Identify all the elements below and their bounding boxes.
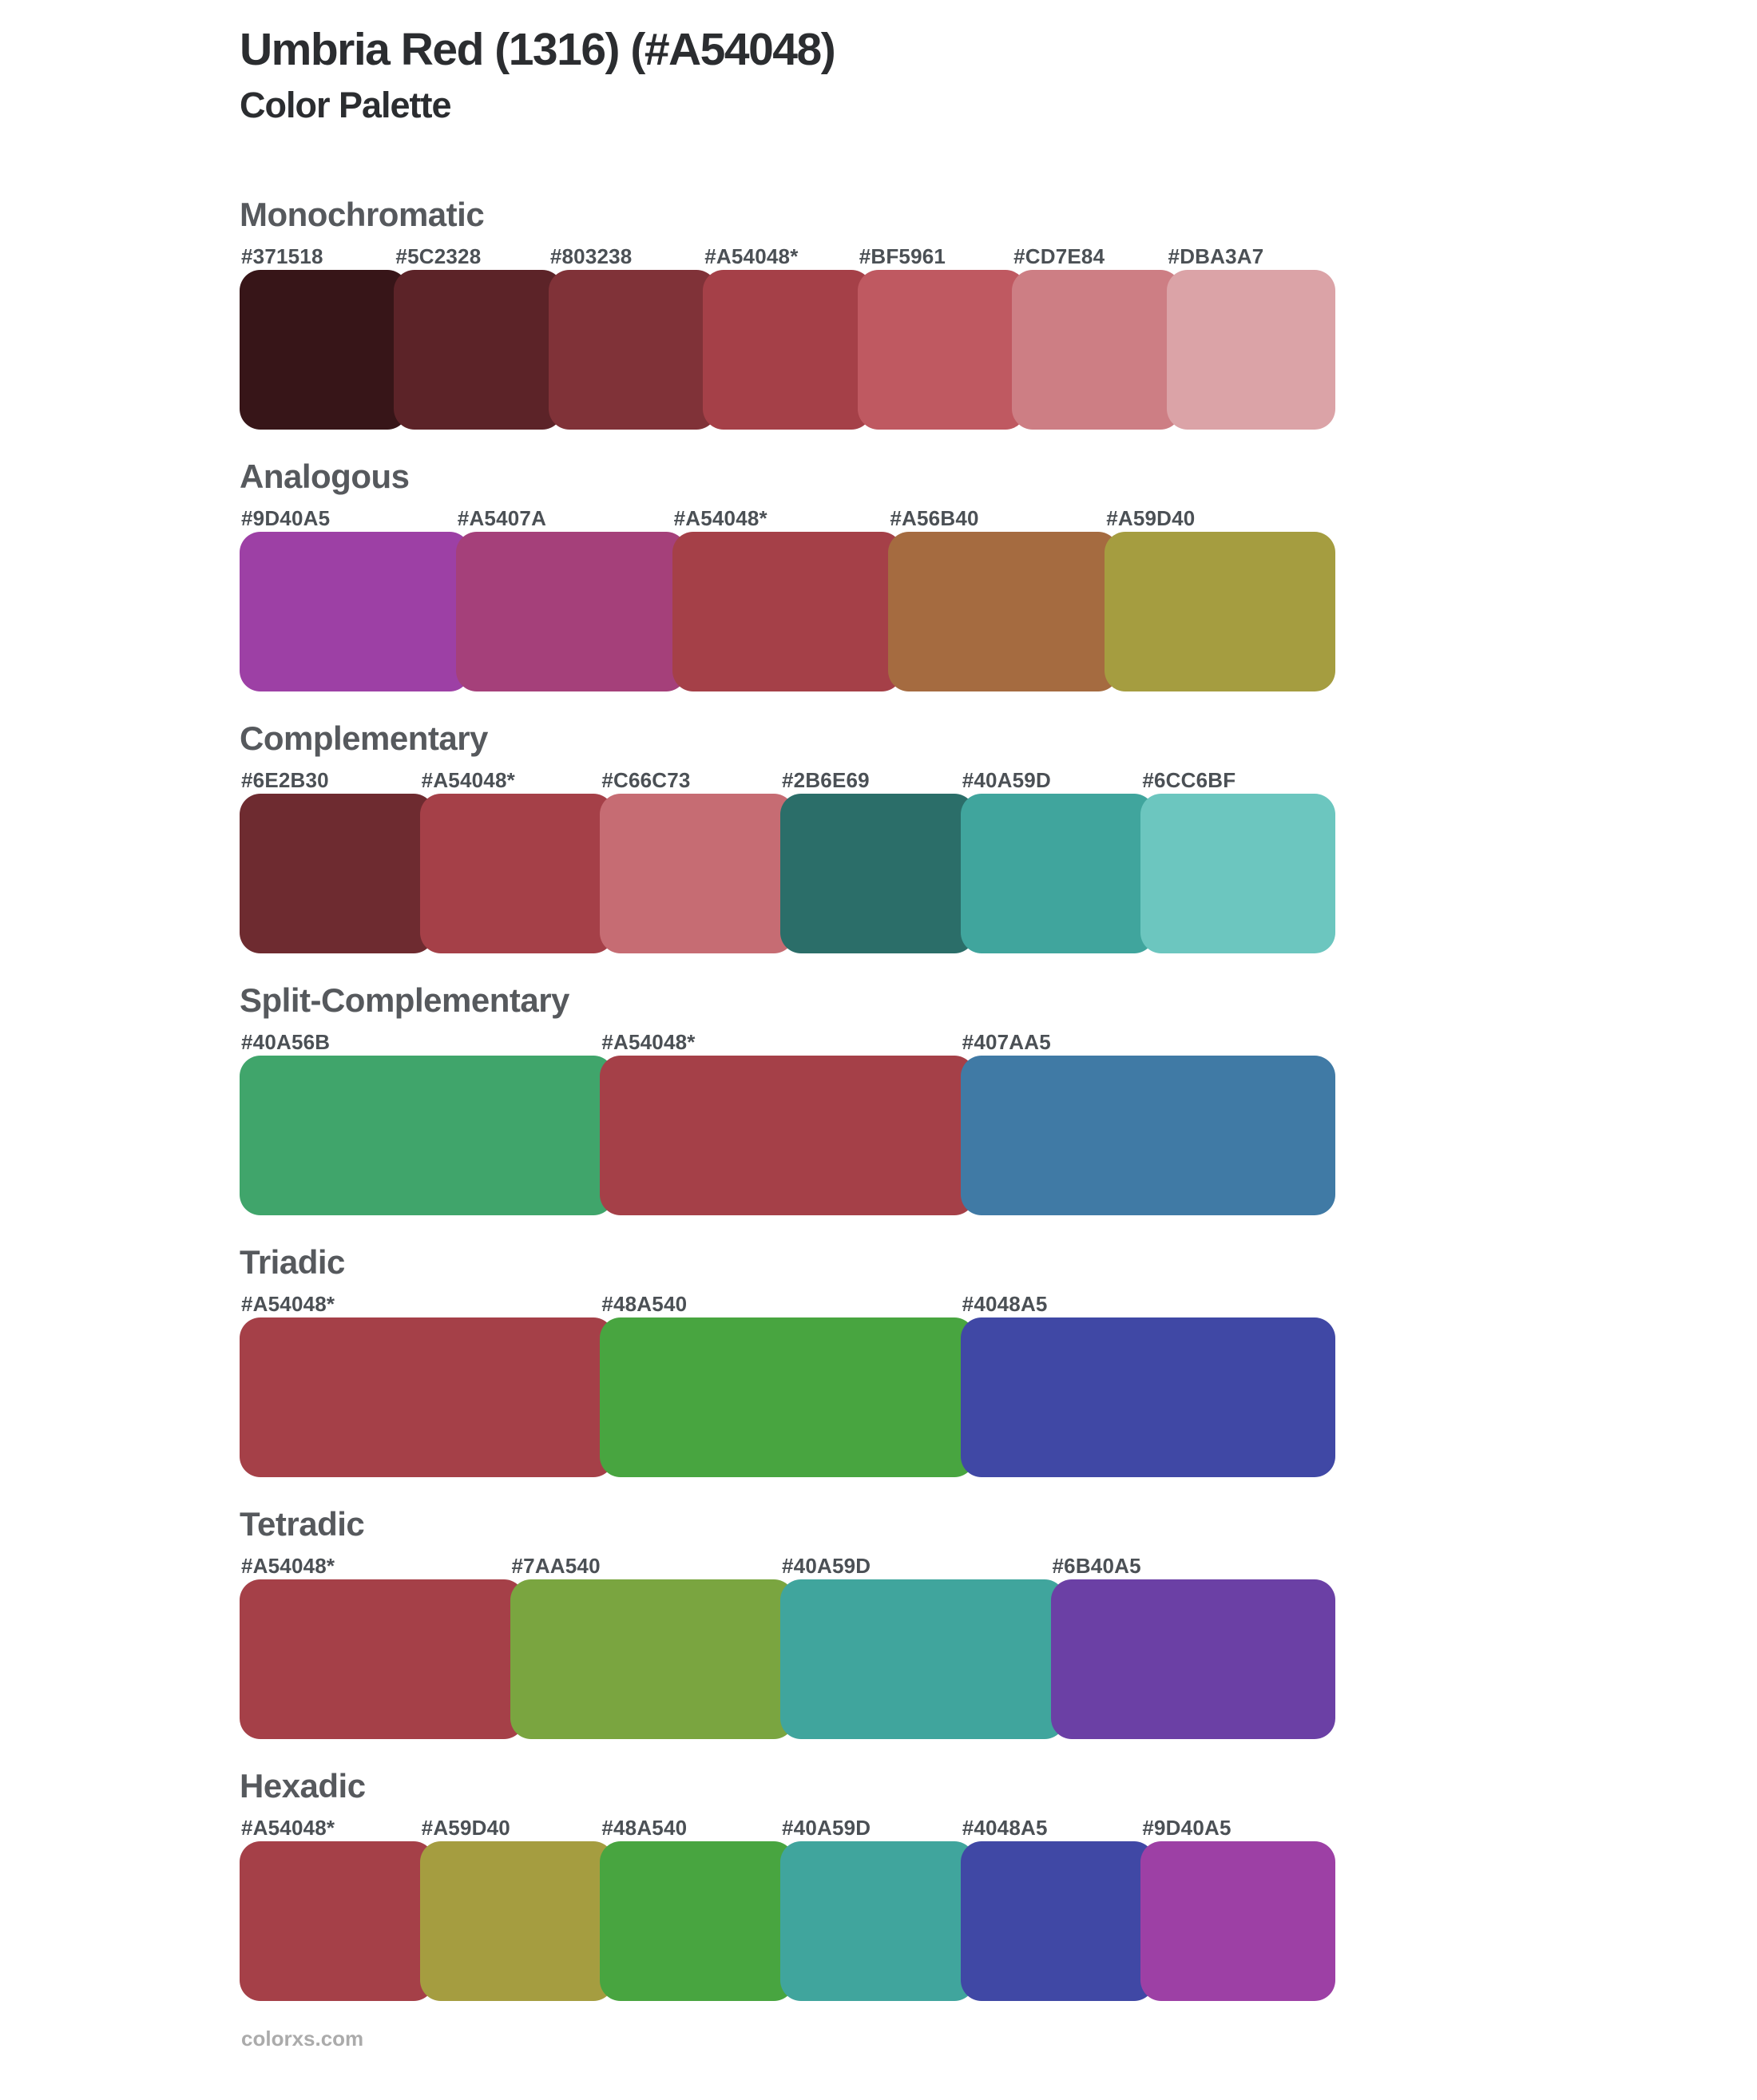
swatch-column	[1051, 1554, 1336, 1739]
swatch-hex-label: #2B6E69	[782, 768, 870, 792]
section-title: Analogous	[240, 458, 410, 495]
swatch-column	[420, 1816, 615, 2001]
swatch-hex-label: #6CC6BF	[1142, 768, 1236, 792]
swatch-column	[549, 244, 717, 430]
swatch-row	[240, 1554, 1335, 1739]
color-swatch-40a59d[interactable]	[780, 1841, 975, 2001]
swatch-hex-label: #A54048*	[704, 244, 799, 268]
color-swatch-371518[interactable]	[240, 270, 408, 430]
palette-sections	[240, 195, 1335, 2001]
swatch-hex-label: #DBA3A7	[1168, 244, 1264, 268]
color-swatch-a54048[interactable]	[240, 1317, 614, 1477]
swatch-hex-label: #371518	[241, 244, 323, 268]
swatch-column	[1012, 244, 1180, 430]
swatch-hex-label: #A54048*	[241, 1554, 335, 1578]
color-swatch-cd7e84[interactable]	[1012, 270, 1180, 430]
swatch-hex-label: #A54048*	[673, 506, 767, 530]
swatch-column	[672, 506, 903, 691]
swatch-column	[240, 768, 434, 953]
section-title: Hexadic	[240, 1767, 366, 1805]
swatch-hex-label: #9D40A5	[1142, 1816, 1231, 1840]
color-swatch-a59d40[interactable]	[420, 1841, 615, 2001]
swatch-hex-label: #6B40A5	[1052, 1554, 1141, 1578]
color-swatch-a59d40[interactable]	[1105, 532, 1335, 691]
color-swatch-a5407a[interactable]	[456, 532, 687, 691]
swatch-hex-label: #6E2B30	[241, 768, 329, 792]
color-swatch-a54048[interactable]	[420, 794, 615, 953]
palette-section-hexadic	[240, 1766, 1335, 2001]
swatch-hex-label: #A54048*	[601, 1030, 696, 1054]
swatch-column	[240, 1292, 614, 1477]
swatch-column	[780, 1816, 975, 2001]
color-swatch-6b40a5[interactable]	[1051, 1579, 1336, 1739]
swatch-column	[888, 506, 1119, 691]
swatch-column	[1105, 506, 1335, 691]
color-swatch-48a540[interactable]	[600, 1841, 795, 2001]
swatch-column	[961, 768, 1156, 953]
swatch-hex-label: #A54048*	[241, 1816, 335, 1840]
swatch-column	[420, 768, 615, 953]
swatch-hex-label: #A56B40	[890, 506, 979, 530]
section-title: Split-Complementary	[240, 981, 569, 1019]
color-swatch-48a540[interactable]	[600, 1317, 974, 1477]
swatch-hex-label: #CD7E84	[1013, 244, 1105, 268]
color-swatch-a54048[interactable]	[240, 1579, 525, 1739]
color-swatch-a54048[interactable]	[703, 270, 871, 430]
palette-section-analogous	[240, 457, 1335, 691]
swatch-hex-label: #A54048*	[421, 768, 515, 792]
swatch-column	[600, 1292, 974, 1477]
swatch-column	[1140, 768, 1335, 953]
swatch-column	[600, 1030, 974, 1215]
swatch-hex-label: #7AA540	[511, 1554, 601, 1578]
color-swatch-6e2b30[interactable]	[240, 794, 434, 953]
swatch-column	[456, 506, 687, 691]
swatch-column	[780, 768, 975, 953]
swatch-column	[240, 1554, 525, 1739]
swatch-hex-label: #40A56B	[241, 1030, 331, 1054]
color-swatch-7aa540[interactable]	[510, 1579, 795, 1739]
color-swatch-a56b40[interactable]	[888, 532, 1119, 691]
swatch-row	[240, 244, 1335, 430]
swatch-row	[240, 1816, 1335, 2001]
swatch-column	[600, 1816, 795, 2001]
color-swatch-407aa5[interactable]	[961, 1056, 1335, 1215]
swatch-hex-label: #A59D40	[421, 1816, 510, 1840]
swatch-row	[240, 1292, 1335, 1477]
swatch-column	[703, 244, 871, 430]
swatch-row	[240, 506, 1335, 691]
swatch-column	[240, 506, 470, 691]
palette-section-monochromatic	[240, 195, 1335, 430]
palette-section-tetradic	[240, 1504, 1335, 1739]
swatch-column	[961, 1816, 1156, 2001]
section-title: Monochromatic	[240, 196, 485, 233]
swatch-hex-label: #40A59D	[782, 1816, 871, 1840]
swatch-hex-label: #48A540	[601, 1816, 688, 1840]
palette-page	[240, 24, 1335, 2051]
color-swatch-2b6e69[interactable]	[780, 794, 975, 953]
swatch-hex-label: #4048A5	[962, 1292, 1048, 1316]
color-swatch-40a59d[interactable]	[961, 794, 1156, 953]
swatch-hex-label: #A5407A	[457, 506, 547, 530]
swatch-column	[1140, 1816, 1335, 2001]
swatch-hex-label: #407AA5	[962, 1030, 1051, 1054]
swatch-column	[961, 1030, 1335, 1215]
color-swatch-803238[interactable]	[549, 270, 717, 430]
swatch-hex-label: #5C2328	[395, 244, 482, 268]
section-title: Triadic	[240, 1243, 345, 1281]
page-title: Umbria Red (1316) (#A54048)	[240, 24, 835, 75]
swatch-hex-label: #A54048*	[241, 1292, 335, 1316]
section-title: Complementary	[240, 719, 488, 757]
color-swatch-c66c73[interactable]	[600, 794, 795, 953]
swatch-column	[600, 768, 795, 953]
swatch-column	[961, 1292, 1335, 1477]
swatch-column	[394, 244, 562, 430]
color-swatch-a54048[interactable]	[672, 532, 903, 691]
color-swatch-dba3a7[interactable]	[1167, 270, 1335, 430]
swatch-column	[240, 1030, 614, 1215]
swatch-column	[858, 244, 1026, 430]
color-swatch-9d40a5[interactable]	[1140, 1841, 1335, 2001]
swatch-hex-label: #4048A5	[962, 1816, 1048, 1840]
page-subtitle: Color Palette	[240, 85, 451, 125]
palette-section-split-complementary	[240, 981, 1335, 1215]
swatch-hex-label: #40A59D	[962, 768, 1051, 792]
swatch-column	[240, 244, 408, 430]
swatch-hex-label: #C66C73	[601, 768, 691, 792]
color-swatch-4048a5[interactable]	[961, 1317, 1335, 1477]
swatch-column	[510, 1554, 795, 1739]
color-swatch-5c2328[interactable]	[394, 270, 562, 430]
section-title: Tetradic	[240, 1505, 365, 1543]
swatch-column	[1167, 244, 1335, 430]
palette-section-complementary	[240, 719, 1335, 953]
swatch-hex-label: #40A59D	[782, 1554, 871, 1578]
palette-section-triadic	[240, 1242, 1335, 1477]
swatch-row	[240, 1030, 1335, 1215]
color-swatch-6cc6bf[interactable]	[1140, 794, 1335, 953]
swatch-row	[240, 768, 1335, 953]
color-swatch-bf5961[interactable]	[858, 270, 1026, 430]
swatch-hex-label: #48A540	[601, 1292, 688, 1316]
color-swatch-40a59d[interactable]	[780, 1579, 1065, 1739]
color-swatch-9d40a5[interactable]	[240, 532, 470, 691]
color-swatch-4048a5[interactable]	[961, 1841, 1156, 2001]
swatch-column	[240, 1816, 434, 2001]
swatch-hex-label: #803238	[549, 244, 633, 268]
color-swatch-a54048[interactable]	[600, 1056, 974, 1215]
swatch-hex-label: #9D40A5	[241, 506, 331, 530]
swatch-hex-label: #A59D40	[1106, 506, 1196, 530]
footer-watermark: colorxs.com	[241, 2027, 364, 2050]
color-swatch-40a56b[interactable]	[240, 1056, 614, 1215]
swatch-column	[780, 1554, 1065, 1739]
color-swatch-a54048[interactable]	[240, 1841, 434, 2001]
swatch-hex-label: #BF5961	[859, 244, 946, 268]
